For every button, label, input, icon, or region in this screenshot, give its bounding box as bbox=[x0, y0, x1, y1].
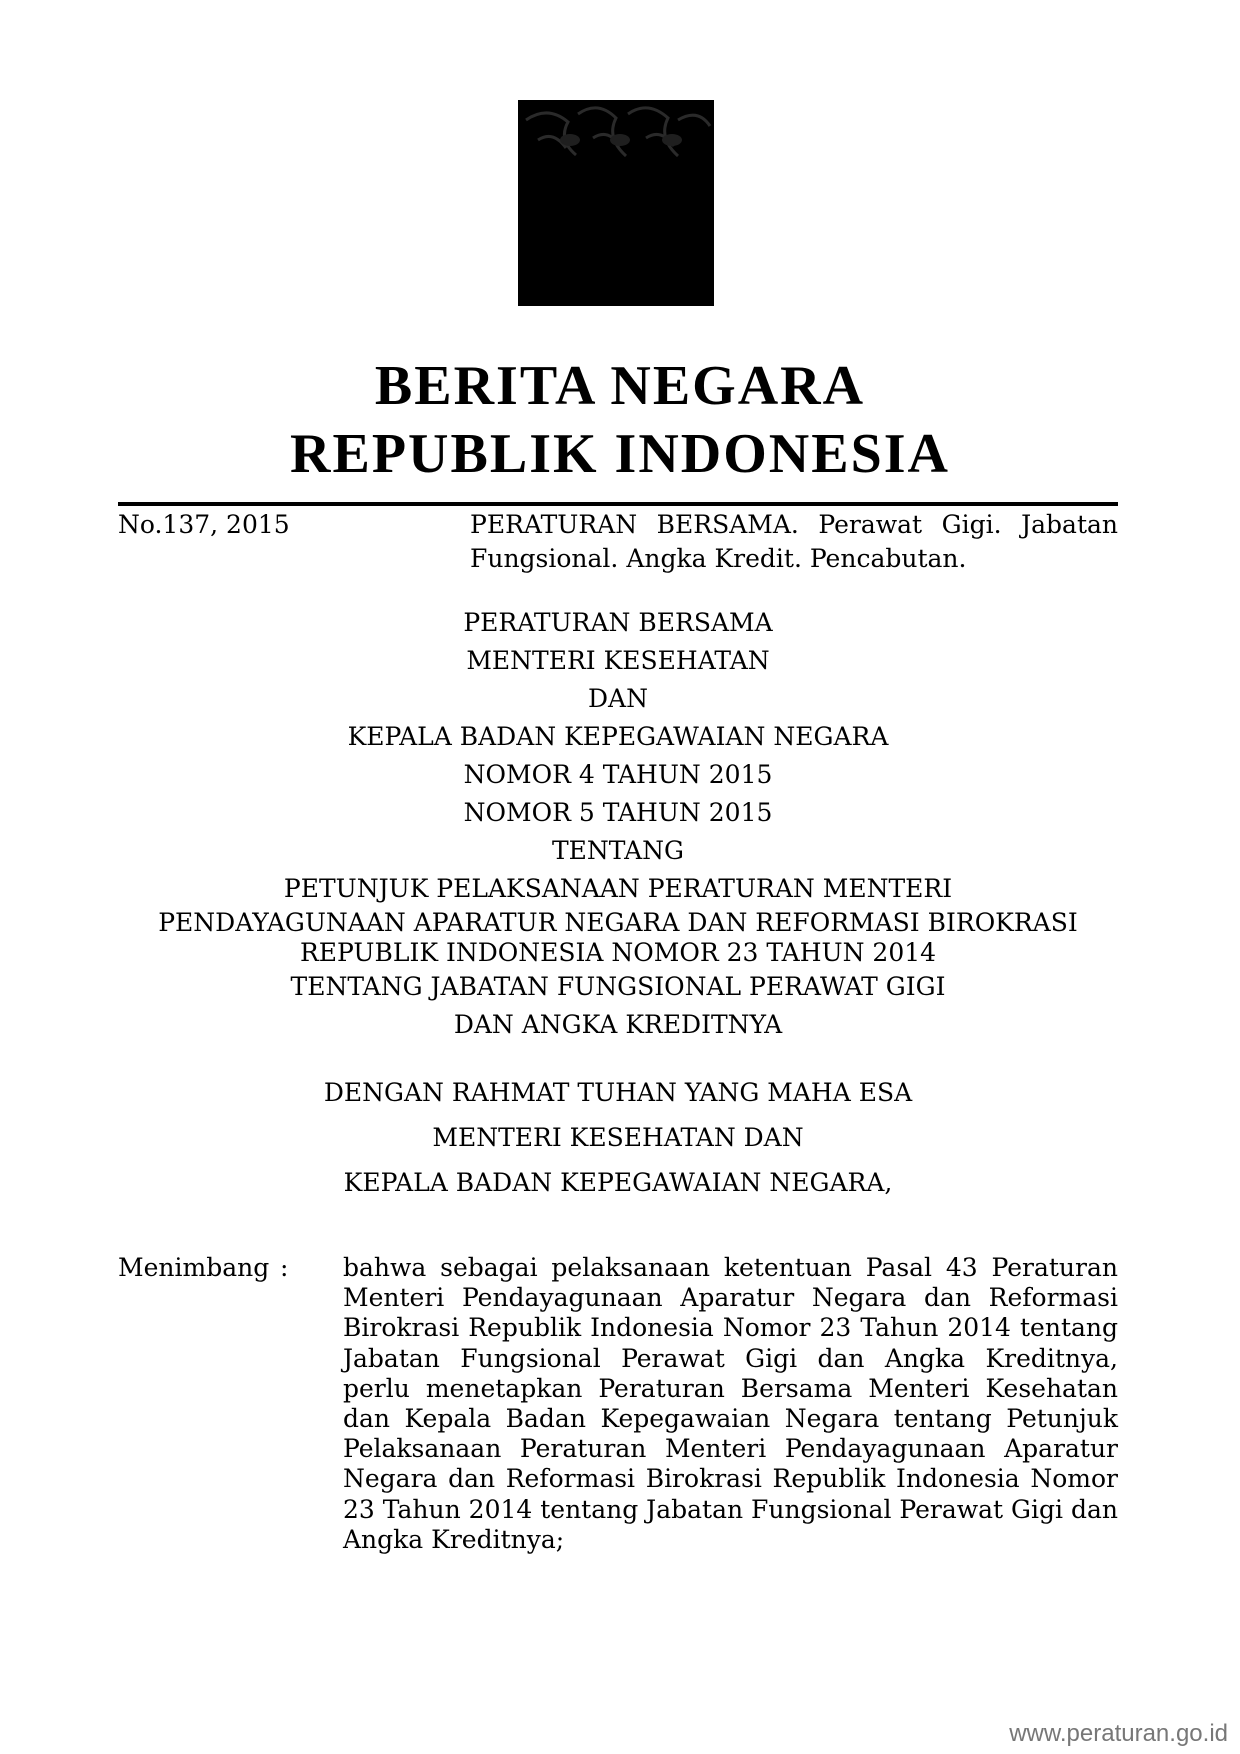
masthead-line-2: REPUBLIK INDONESIA bbox=[290, 423, 950, 485]
masthead-divider bbox=[118, 502, 1118, 506]
opening-formula bbox=[118, 1070, 1118, 1205]
title-line: PERATURAN BERSAMA bbox=[463, 608, 773, 637]
title-line: DAN ANGKA KREDITNYA bbox=[453, 1010, 783, 1039]
opening-line: DENGAN RAHMAT TUHAN YANG MAHA ESA bbox=[323, 1078, 913, 1107]
title-line: NOMOR 5 TAHUN 2015 bbox=[463, 798, 773, 827]
title-line: DAN bbox=[588, 684, 648, 713]
title-line: KEPALA BADAN KEPEGAWAIAN NEGARA bbox=[347, 722, 889, 751]
masthead-line-1: BERITA NEGARA bbox=[374, 355, 866, 417]
gazette-subject: PERATURAN BERSAMA. Perawat Gigi. Jabatan Fungsional. Angka Kredit. Pencabutan. bbox=[470, 510, 1118, 573]
title-line: PETUNJUK PELAKSANAAN PERATURAN MENTERI bbox=[283, 874, 953, 903]
opening-line: MENTERI KESEHATAN DAN bbox=[432, 1123, 804, 1152]
opening-line: KEPALA BADAN KEPEGAWAIAN NEGARA, bbox=[343, 1168, 893, 1197]
title-line: MENTERI KESEHATAN bbox=[466, 646, 770, 675]
title-line: NOMOR 4 TAHUN 2015 bbox=[463, 760, 773, 789]
title-line: REPUBLIK INDONESIA NOMOR 23 TAHUN 2014 bbox=[299, 938, 937, 967]
title-line: TENTANG bbox=[551, 836, 684, 865]
considering-label: Menimbang bbox=[118, 1253, 270, 1282]
masthead bbox=[0, 352, 1240, 488]
source-url: www.peraturan.go.id bbox=[1009, 1720, 1228, 1747]
gazette-number: No.137, 2015 bbox=[118, 510, 290, 539]
title-line: PENDAYAGUNAAN APARATUR NEGARA DAN REFORMASI BIROKRASI bbox=[158, 908, 1078, 937]
considering-colon: : bbox=[280, 1253, 289, 1282]
garuda-emblem-icon bbox=[518, 100, 714, 306]
considering-text: bahwa sebagai pelaksanaan ketentuan Pasal 43 Peraturan Menteri Pendayagunaan Aparatur Negara dan Reformasi Birokrasi Republik Indonesia Nomor 23 Tahun 2014 tentang Jabatan Fungsional Perawat Gigi dan Angka Kreditnya, perlu menetapkan Peraturan Bersama Menteri Kesehatan dan Kepala Badan Kepegawaian Negara tentang Petunjuk Pelaksanaan Peraturan Menteri Pendayagunaan Aparatur Negara dan Reformasi Birokrasi Republik Indonesia Nomor 23 Tahun 2014 tentang Jabatan Fungsional Perawat Gigi dan Angka Kreditnya; bbox=[343, 1253, 1118, 1554]
regulation-title bbox=[118, 604, 1118, 1044]
title-line: TENTANG JABATAN FUNGSIONAL PERAWAT GIGI bbox=[290, 972, 946, 1001]
